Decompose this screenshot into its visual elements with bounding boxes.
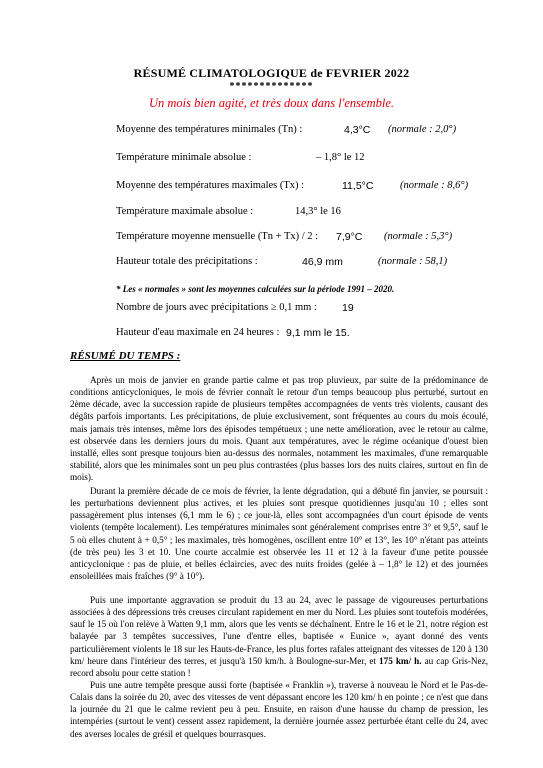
stat-value-tm: 7,9°C xyxy=(336,231,363,243)
title-stars-divider: ************** xyxy=(229,81,314,92)
paragraph-2-text: Durant la première décade de ce mois de février, la lente dégradation, qui a débuté fin janvier, se poursuit : les perturbations deviennent plus actives, et les pluies sont presque quotidiennes jusqu'au 10 ; elles sont passagèrement plus intenses (6,1 mm le 6) ; ce jour-là, elles sont accompagnées d'un court épisode de vents violents (tempête localement). Les températures minimales sont généralement comprises entre 3° et 9,5°, sauf le 5 où elles chutent à + 0,5° ; les maximales, très homogènes, oscillent entre 10° et 13°, les 10° n'étant pas atteints (de très peu) les 3 et 10. Une courte accalmie est observée les 11 et 12 à la faveur d'une petite poussée anticyclonique : pas de pluie, et belles éclaircies, avec des nuits froides (gelée à – 1,8° le 12) et des journées ensoleillées mais fraîches (9° à 10°). xyxy=(70,486,488,582)
normals-footnote: * Les « normales » sont les moyennes calculées sur la période 1991 – 2020. xyxy=(116,284,395,294)
stat-label-tn: Moyenne des températures minimales (Tn) : xyxy=(116,124,303,135)
stat-value-days: 19 xyxy=(342,302,354,314)
stat-label-days: Nombre de jours avec précipitations ≥ 0,1 mm : xyxy=(116,302,317,313)
stat-row-tn-abs xyxy=(0,152,543,166)
stat-normal-tx: (normale : 8,6°) xyxy=(400,180,469,191)
summary-paragraph-2 xyxy=(70,485,488,582)
paragraph-1-text: Après un mois de janvier en grande partie calme et pas trop pluvieux, par suite de la prédominance de conditions anticycloniques, le mois de février connaît le retour d'un temps beaucoup plus perturbé, surtout en 2ème décade, avec la succession rapide de plusieurs tempêtes accompagnées de vents très violents, causant des dégâts parfois importants. Les précipitations, de pluie exclusivement, sont fréquentes au cours du mois écoulé, mais jamais très intenses, même lors des épisodes tempétueux ; une nette amélioration, avec le retour au calme, est observée dans les derniers jours du mois. Quant aux températures, avec le régime océanique d'ouest bien installé, elles sont presque toujours bien au-dessus des normales, notamment les maximales, d'une remarquable stabilité, alors que les minimales sont un peu plus contrastées (plus basses lors des nuits claires, surtout en fin de mois). xyxy=(70,375,488,483)
stat-label-max24: Hauteur d'eau maximale en 24 heures : xyxy=(116,327,280,338)
stat-value-max24: 9,1 mm le 15. xyxy=(286,327,350,339)
stat-row-days xyxy=(0,302,543,316)
stat-value-tn: 4,3°C xyxy=(344,124,371,136)
paragraph-4-text: Puis une autre tempête presque aussi forte (baptisée « Franklin »), traverse à nouveau le Nord et le Pas-de-Calais dans la soirée du 20, avec des vitesses de vent dépassant encore les 120 km/ h en pointe ; ce n'est que dans la journée du 21 que le calme revient peu à peu. Ensuite, en raison d'une hausse du champ de pression, les intempéries (surtout le vent) cessent assez rapidement, la dernière journée assez perturbée étant celle du 24, avec des averses locales de grésil et quelques bourrasques. xyxy=(70,680,488,739)
stat-value-tn-abs: – 1,8° le 12 xyxy=(316,152,365,163)
stat-label-tm: Température moyenne mensuelle (Tn + Tx) / 2 : xyxy=(116,231,319,242)
stat-normal-tn: (normale : 2,0°) xyxy=(388,124,457,135)
stat-row-tx xyxy=(0,180,543,194)
stat-row-precip xyxy=(0,256,543,270)
stat-row-max24 xyxy=(0,327,543,341)
stat-value-precip: 46,9 mm xyxy=(302,256,343,268)
stat-row-tn xyxy=(0,124,543,138)
paragraph-3-text: Puis une importante aggravation se produit du 13 au 24, avec le passage de vigoureuses perturbations associées à des dépressions très creuses circulant rapidement en mer du Nord. Les pluies sont toutefois modérées, sauf le 15 où l'on relève à Watten 9,1 mm, alors que les vents se déchaînent. Entre le 16 et le 21, notre région est balayée par 3 tempêtes successives, l'une d'entre elles, baptisée « Eunice », ayant donné des vents particulièrement violents le 18 sur les Hauts-de-France, les plus fortes rafales atteignant des vitesses de 120 à 130 km/ heure dans l'intérieur des terres, et jusqu'à 150 km/h. à Boulogne-sur-Mer, et xyxy=(70,595,488,666)
page-subtitle: Un mois bien agité, et très doux dans l'ensemble. xyxy=(149,96,394,110)
stat-label-precip: Hauteur totale des précipitations : xyxy=(116,256,258,267)
stat-row-tm xyxy=(0,231,543,245)
stat-normal-precip: (normale : 58,1) xyxy=(378,256,448,267)
stat-value-tx: 11,5°C xyxy=(342,180,374,192)
stat-row-tx-abs xyxy=(0,206,543,220)
stat-normal-tm: (normale : 5,3°) xyxy=(384,231,453,242)
stat-label-tx-abs: Température maximale absolue : xyxy=(116,206,254,217)
summary-paragraph-1 xyxy=(70,374,488,483)
section-heading: RÉSUMÉ DU TEMPS : xyxy=(70,350,181,362)
stat-label-tn-abs: Température minimale absolue : xyxy=(116,152,252,163)
stat-value-tx-abs: 14,3° le 16 xyxy=(295,206,341,217)
record-wind-speed: 175 km/ h. xyxy=(379,655,422,666)
summary-paragraph-4 xyxy=(70,679,488,740)
page-title: RÉSUMÉ CLIMATOLOGIQUE de FEVRIER 2022 xyxy=(133,66,410,80)
paragraph-3-tail: au cap Gris-Nez, record absolu pour cette station ! xyxy=(70,655,488,678)
stat-label-tx: Moyenne des températures maximales (Tx) : xyxy=(116,180,305,191)
summary-paragraph-3 xyxy=(70,594,488,679)
